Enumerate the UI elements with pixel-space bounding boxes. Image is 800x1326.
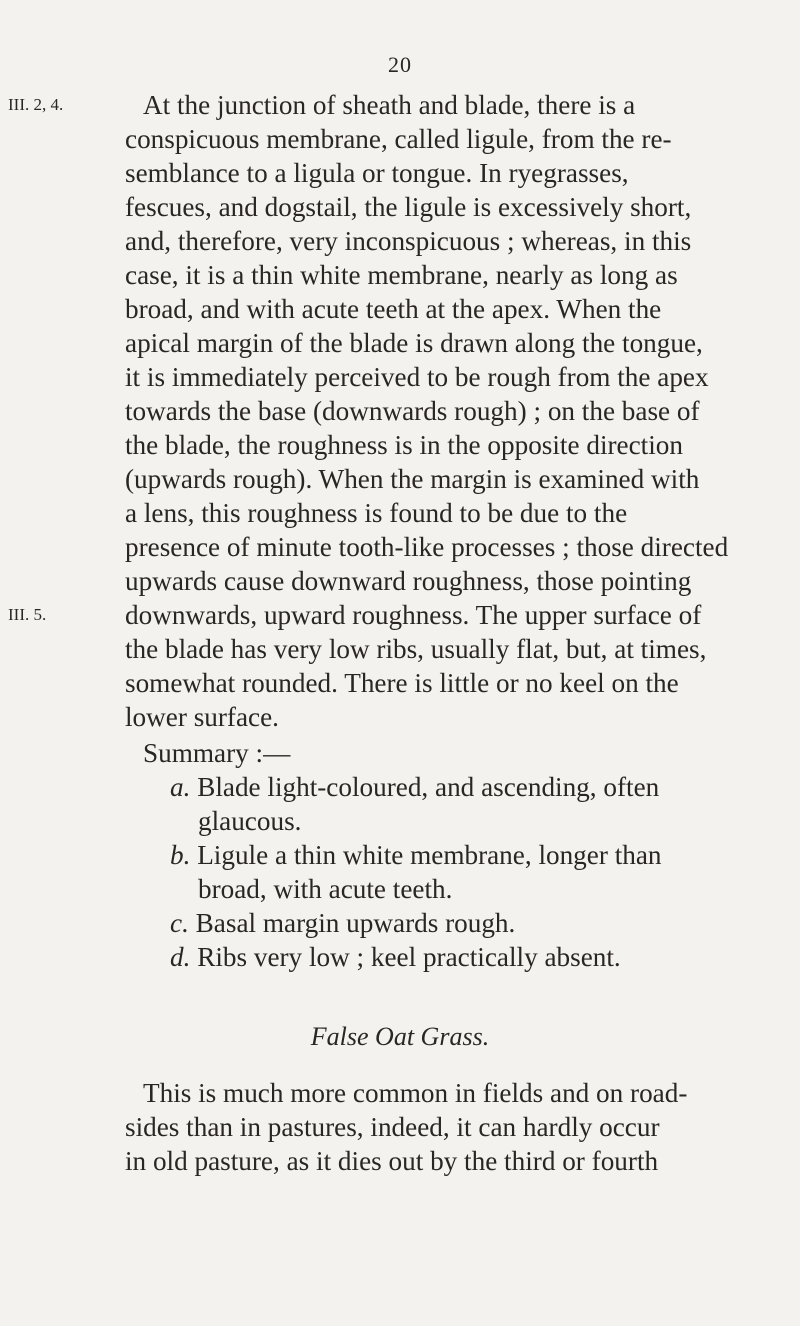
text-line: conspicuous membrane, called ligule, from the re- bbox=[125, 124, 672, 154]
text-line: case, it is a thin white membrane, nearly as long as bbox=[125, 260, 678, 290]
text-line: and, therefore, very inconspicuous ; whereas, in this bbox=[125, 226, 692, 256]
text-line: lower surface. bbox=[125, 702, 279, 732]
item-text: Ribs very low ; keel practically absent. bbox=[197, 942, 621, 972]
item-text: Blade light-coloured, and ascending, often bbox=[197, 772, 660, 802]
text-line: broad, and with acute teeth at the apex. When the bbox=[125, 294, 662, 324]
summary-item bbox=[170, 940, 621, 974]
summary-label: Summary :— bbox=[143, 738, 291, 768]
margin-note: III. 2, 4. bbox=[8, 95, 64, 114]
summary-item bbox=[170, 770, 659, 804]
text-line: (upwards rough). When the margin is examined with bbox=[125, 464, 700, 494]
item-letter: a. bbox=[170, 772, 191, 802]
text-line: it is immediately perceived to be rough from the apex bbox=[125, 362, 709, 392]
text-line: the blade, the roughness is in the opposite direction bbox=[125, 430, 683, 460]
text-line: in old pasture, as it dies out by the third or fourth bbox=[125, 1146, 659, 1176]
text-line: semblance to a ligula or tongue. In ryegrasses, bbox=[125, 158, 629, 188]
text-line: upwards cause downward roughness, those pointing bbox=[125, 566, 692, 596]
item-text: Basal margin upwards rough. bbox=[195, 908, 516, 938]
item-text: Ligule a thin white membrane, longer than bbox=[197, 840, 662, 870]
text-line: presence of minute tooth-like processes ; those directed bbox=[125, 532, 729, 562]
text-line: downwards, upward roughness. The upper surface of bbox=[125, 600, 702, 630]
margin-note: III. 5. bbox=[8, 605, 47, 624]
text-line: This is much more common in fields and on road- bbox=[143, 1078, 688, 1108]
text-line: sides than in pastures, indeed, it can hardly occur bbox=[125, 1112, 660, 1142]
item-letter: d. bbox=[170, 942, 191, 972]
item-letter: c. bbox=[170, 908, 189, 938]
summary-item-cont: broad, with acute teeth. bbox=[198, 874, 453, 904]
text-line: somewhat rounded. There is little or no keel on the bbox=[125, 668, 679, 698]
text-line: a lens, this roughness is found to be due to the bbox=[125, 498, 628, 528]
item-letter: b. bbox=[170, 840, 191, 870]
text-line: apical margin of the blade is drawn along the tongue, bbox=[125, 328, 703, 358]
page-number: 20 bbox=[388, 52, 412, 77]
summary-item-cont: glaucous. bbox=[198, 806, 302, 836]
text-line: the blade has very low ribs, usually flat, but, at times, bbox=[125, 634, 707, 664]
text-line: fescues, and dogstail, the ligule is excessively short, bbox=[125, 192, 692, 222]
text-line: At the junction of sheath and blade, there is a bbox=[143, 90, 636, 120]
summary-item bbox=[170, 906, 515, 940]
text-line: towards the base (downwards rough) ; on the base of bbox=[125, 396, 700, 426]
summary-item bbox=[170, 838, 662, 872]
section-heading: False Oat Grass. bbox=[310, 1022, 490, 1051]
